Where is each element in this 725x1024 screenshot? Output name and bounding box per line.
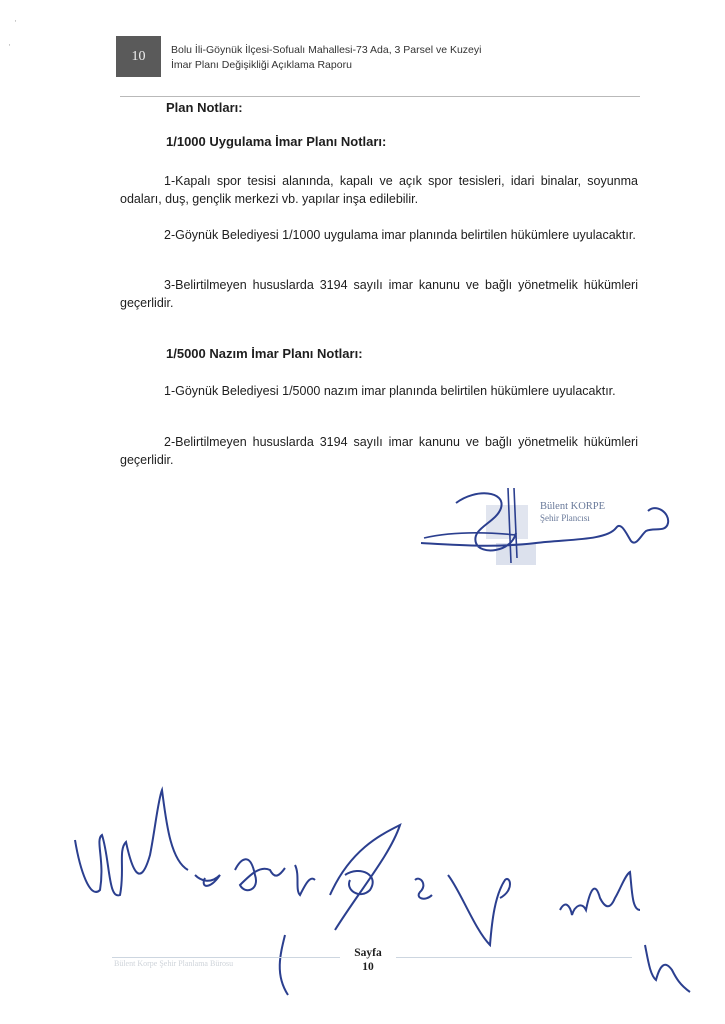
signature-2: [195, 875, 220, 886]
signature-4: [295, 865, 315, 895]
footer-faint-text: Bülent Korpe Şehir Planlama Bürosu: [114, 959, 234, 968]
scan-speck: ·: [8, 40, 11, 50]
footer-page-label: Sayfa: [354, 947, 382, 959]
note-item: 1-Kapalı spor tesisi alanında, kapalı ve açık spor tesisleri, idari binalar, soyunma odaları, duş, gençlik merkezi vb. yapılar inşa edilebilir.: [120, 174, 638, 206]
section-5000-heading: 1/5000 Nazım İmar Planı Notları:: [166, 346, 363, 361]
signature-7: [448, 875, 510, 945]
footer-page-number: 10: [362, 961, 374, 973]
report-header-title: [171, 43, 591, 73]
stamp-name: Bülent KORPE: [540, 501, 606, 512]
signature-1: [75, 790, 188, 895]
planner-signature-stamp: [416, 483, 678, 583]
signature-9: [280, 935, 288, 995]
header-title-line-1: Bolu İli-Göynük İlçesi-Sofualı Mahallesi-73 Ada, 3 Parsel ve Kuzeyi: [171, 44, 482, 56]
section-1000-heading: 1/1000 Uygulama İmar Planı Notları:: [166, 134, 387, 149]
stamp-text-block: [540, 500, 670, 524]
footer-divider-right: [396, 957, 632, 958]
signature-3: [235, 859, 285, 890]
scan-speck: ·: [14, 16, 17, 26]
header-title-line-2: İmar Planı Değişikliği Açıklama Raporu: [171, 59, 352, 71]
note-item: 2-Belirtilmeyen hususlarda 3194 sayılı imar kanunu ve bağlı yönetmelik hükümleri geçerlidir.: [120, 435, 638, 467]
footer-divider-left: [112, 957, 340, 958]
footer-page-indicator: [345, 946, 391, 974]
note-item: 1-Göynük Belediyesi 1/5000 nazım imar planında belirtilen hükümlere uyulacaktır.: [164, 384, 616, 398]
signature-6: [415, 879, 432, 899]
note-item: 2-Göynük Belediyesi 1/1000 uygulama imar planında belirtilen hükümlere uyulacaktır.: [164, 228, 636, 242]
note-item: 3-Belirtilmeyen hususlarda 3194 sayılı imar kanunu ve bağlı yönetmelik hükümleri geçerlidir.: [120, 278, 638, 310]
signature-8: [560, 872, 640, 915]
header-page-number-box: 10: [116, 36, 161, 77]
signature-10: [645, 945, 690, 992]
signature-5: [330, 825, 400, 930]
stamp-title: Şehir Plancısı: [540, 513, 590, 523]
header-divider: [120, 96, 640, 97]
plan-notes-heading: Plan Notları:: [166, 100, 243, 115]
